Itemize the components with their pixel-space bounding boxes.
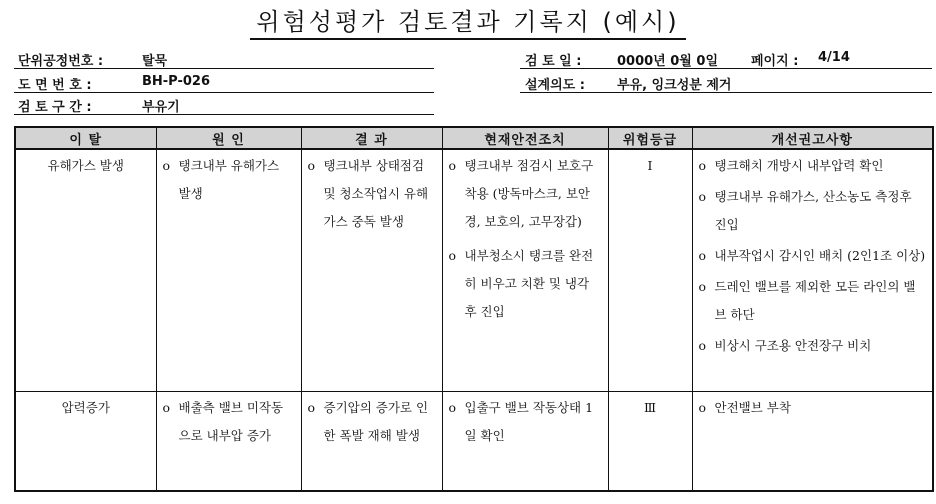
result-text: 탱크내부 상태점검 및 청소작업시 유해가스 중독 발생 bbox=[323, 158, 429, 229]
risk-grade-cell: Ⅲ bbox=[608, 391, 692, 491]
review-table bbox=[14, 126, 934, 492]
design-intent-label: 설계의도 : bbox=[525, 78, 585, 93]
design-intent-value: 부유, 잉크성분 제거 bbox=[617, 78, 732, 93]
divider bbox=[520, 68, 932, 69]
list-item bbox=[699, 183, 927, 239]
recommendations-cell bbox=[692, 391, 933, 491]
review-date-label: 검 토 일 : bbox=[525, 54, 582, 69]
cause-text: 탱크내부 유해가스 발생 bbox=[178, 158, 280, 201]
risk-grade-cell: Ⅰ bbox=[608, 149, 692, 391]
list-item bbox=[449, 242, 602, 326]
bullet: o bbox=[698, 189, 707, 204]
bullet: o bbox=[448, 158, 457, 173]
result-text: 증기압의 증가로 인한 폭발 재해 발생 bbox=[323, 399, 429, 443]
page-label: 페이지 : bbox=[751, 54, 799, 69]
recommendation-text: 안전밸브 부착 bbox=[714, 399, 791, 415]
list-item bbox=[699, 152, 927, 180]
list-item bbox=[163, 152, 295, 208]
drawing-no-label: 도 면 번 호 : bbox=[18, 78, 92, 93]
recommendation-text: 탱크내부 유해가스, 산소농도 측정후 진입 bbox=[714, 189, 912, 232]
page-title: 위험성평가 검토결과 기록지 (예시) bbox=[0, 2, 936, 40]
cause-cell bbox=[156, 391, 301, 491]
divider bbox=[520, 92, 932, 93]
recommendation-text: 비상시 구조용 안전장구 비치 bbox=[714, 338, 872, 353]
divider bbox=[14, 68, 434, 69]
bullet: o bbox=[307, 158, 316, 173]
list-item bbox=[163, 394, 295, 450]
bullet: o bbox=[162, 158, 171, 173]
drawing-no-value: BH-P-026 bbox=[142, 74, 211, 89]
bullet: o bbox=[698, 338, 707, 353]
header-deviation: 이 탈 bbox=[15, 127, 156, 149]
table-header-row bbox=[15, 127, 933, 149]
review-date-value: 0000년 0월 0일 bbox=[617, 54, 718, 69]
current-measures-cell bbox=[442, 391, 608, 491]
recommendation-text: 내부작업시 감시인 배치 (2인1조 이상) bbox=[714, 248, 926, 263]
measure-text: 내부청소시 탱크를 완전히 비우고 치환 및 냉각 후 진입 bbox=[464, 248, 594, 319]
header-result: 결 과 bbox=[301, 127, 442, 149]
review-section-label: 검 토 구 간 : bbox=[18, 100, 92, 115]
list-item bbox=[699, 273, 927, 329]
process-no-label: 단위공정번호 : bbox=[18, 54, 104, 69]
table-row bbox=[15, 391, 933, 491]
bullet: o bbox=[307, 399, 316, 415]
recommendations-cell bbox=[692, 149, 933, 391]
bullet: o bbox=[698, 158, 707, 173]
recommendation-text: 드레인 밸브를 제외한 모든 라인의 밸브 하단 bbox=[714, 279, 916, 322]
list-item bbox=[699, 332, 927, 360]
bullet: o bbox=[698, 279, 707, 294]
list-item bbox=[308, 152, 436, 236]
result-cell bbox=[301, 149, 442, 391]
divider bbox=[14, 114, 434, 115]
header-current-measures: 현재안전조치 bbox=[442, 127, 608, 149]
bullet: o bbox=[448, 248, 457, 263]
cause-text: 배출측 밸브 미작동으로 내부압 증가 bbox=[178, 399, 284, 443]
measure-text: 탱크내부 점검시 보호구착용 (방독마스크, 보안경, 보호의, 고무장갑) bbox=[464, 158, 594, 229]
review-section-value: 부유기 bbox=[142, 100, 180, 115]
header-cause: 원 인 bbox=[156, 127, 301, 149]
list-item bbox=[449, 394, 602, 450]
header-risk-grade: 위험등급 bbox=[608, 127, 692, 149]
list-item bbox=[308, 394, 436, 450]
bullet: o bbox=[698, 248, 707, 263]
list-item bbox=[449, 152, 602, 236]
bullet: o bbox=[698, 399, 707, 415]
list-item bbox=[699, 394, 927, 422]
measure-text: 입출구 밸브 작동상태 1일 확인 bbox=[464, 399, 594, 443]
page-value: 4/14 bbox=[818, 50, 850, 65]
cause-cell bbox=[156, 149, 301, 391]
table-row bbox=[15, 149, 933, 391]
result-cell bbox=[301, 391, 442, 491]
bullet: o bbox=[448, 399, 457, 415]
current-measures-cell bbox=[442, 149, 608, 391]
recommendation-text: 탱크해치 개방시 내부압력 확인 bbox=[714, 158, 884, 173]
divider bbox=[14, 92, 434, 93]
list-item bbox=[699, 242, 927, 270]
bullet: o bbox=[162, 399, 171, 415]
process-no-value: 탈묵 bbox=[142, 54, 168, 69]
deviation-cell: 압력증가 bbox=[15, 391, 156, 491]
header-recommendations: 개선권고사항 bbox=[692, 127, 933, 149]
deviation-cell: 유해가스 발생 bbox=[15, 149, 156, 391]
